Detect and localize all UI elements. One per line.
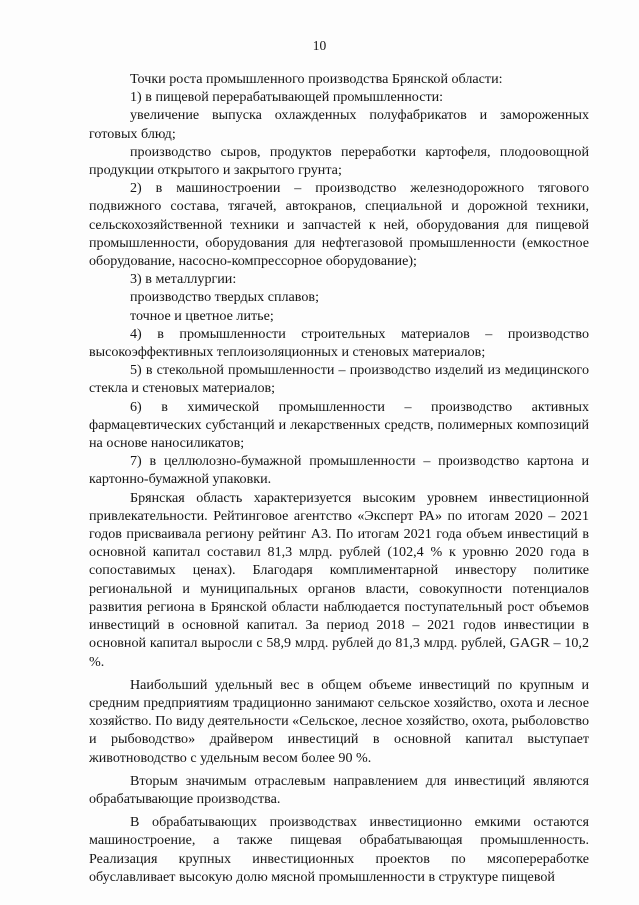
paragraph-manufacturing-direction: Вторым значимым отраслевым направлением для инвестиций являются обрабатывающие производства. [89,772,589,807]
paragraph-metallurgy: 3) в металлургии: [130,271,237,288]
paragraph-food-industry: 1) в пищевой перерабатывающей промышленности: [130,89,444,106]
paragraph-cheese-potato-production: производство сыров, продуктов переработки картофеля, плодоовощной продукции открытого и закрытого грунта; [89,143,589,179]
page-number: 10 [312,38,327,53]
paragraph-investment-structure: Наибольший удельный вес в общем объеме инвестиций по крупным и средним предприятиям традиционно занимают сельское хозяйство, охота и лесное хозяйство. По виду деятельности «Сельское, лесное хозяйство, охота, рыболовство и рыбоводство» драйвером инвестиций в основной капитал выступает животноводство с удельным весом более 90 %. [89,676,589,766]
paragraph-chemical-industry: 6) в химической промышленности – производство активных фармацевтических субстанций и лекарственных средств, полимерных композиций на основе наносиликатов; [89,398,589,452]
paragraph-semi-finished-products: увеличение выпуска охлажденных полуфабрикатов и замороженных готовых блюд; [89,107,589,142]
document-body [89,70,589,886]
paragraph-glass-industry: 5) в стекольной промышленности – производство изделий из медицинского стекла и стеновых материалов; [89,362,589,397]
paragraph-building-materials: 4) в промышленности строительных материалов – производство высокоэффективных теплоизоляционных и стеновых материалов; [89,325,589,361]
paragraph-mechanical-engineering: 2) в машиностроении – производство железнодорожного тягового подвижного состава, тягачей, автокранов, специальной и дорожной техники, сельскохозяйственной техники и запчастей к ней, оборудования для пищевой промышленности, оборудования для нефтегазовой промышленности (емкостное оборудование, насосно-компрессорное оборудование); [89,180,589,270]
paragraph-growth-points-heading: Точки роста промышленного производства Брянской области: [130,71,503,87]
paragraph-precision-casting: точное и цветное литье; [130,307,274,324]
paragraph-hard-alloys: производство твердых сплавов; [130,289,319,306]
paragraph-manufacturing-investment: В обрабатывающих производствах инвестиционно емкими остаются машиностроение, а также пищевая обрабатывающая промышленность. Реализация крупных инвестиционных проектов по мясопереработке обуславливает высокую долю мясной промышленности в структуре пищевой [89,814,589,885]
paragraph-pulp-paper-industry: 7) в целлюлозно-бумажной промышленности – производство картона и картонно-бумажной упаковки. [89,453,589,488]
paragraph-investment-attractiveness: Брянская область характеризуется высоким уровнем инвестиционной привлекательности. Рейтинговое агентство «Эксперт РА» по итогам 2020 – 2021 годов присваивала региону рейтинг А3. По итогам 2021 года объем инвестиций в основной капитал составил 81,3 млрд. рублей (102,4 % к уровню 2020 года в сопоставимых ценах). Благодаря комплиментарной инвестору политике региональной и муниципальных органов власти, совокупности потенциалов развития региона в Брянской области наблюдается поступательный рост объемов инвестиций в основной капитал. За период 2018 – 2021 годов инвестиции в основной капитал выросли с 58,9 млрд. рублей до 81,3 млрд. рублей, GAGR – 10,2 %. [89,489,589,670]
